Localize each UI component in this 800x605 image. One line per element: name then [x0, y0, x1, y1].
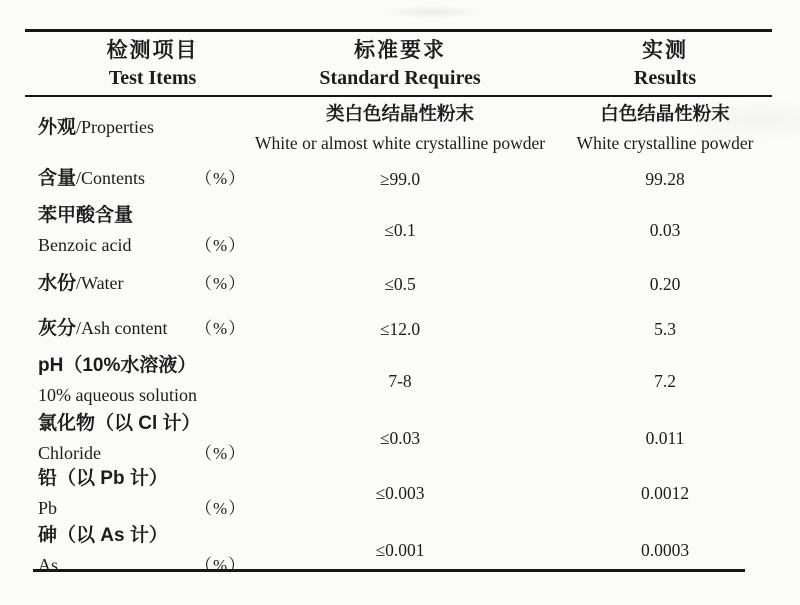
item-name-zh: 铅（以 Pb 计） [38, 468, 168, 489]
standard-cell [280, 351, 520, 411]
item-unit: （%） [195, 169, 247, 188]
item-cell [25, 409, 280, 468]
item-name-zh: pH（10%水溶液） [38, 355, 197, 376]
item-name [38, 113, 280, 143]
result-value: 0.03 [649, 219, 681, 240]
standard-value: ≤0.5 [384, 273, 416, 294]
item-name-en: /Properties [76, 117, 155, 137]
result-value: 0.0012 [640, 483, 690, 503]
standard-cell [280, 464, 520, 523]
table-row-arsenic [25, 521, 772, 575]
item-name-zh: 苯甲酸含量 [38, 204, 134, 226]
item-name-line [38, 164, 280, 194]
result-cell [520, 307, 772, 351]
column-header-test-items [25, 36, 280, 92]
item-cell [25, 199, 280, 261]
item-cell [25, 261, 280, 307]
standard-value-en: White or almost white crystalline powder [254, 133, 546, 153]
column-header-results-zh: 实测 [642, 38, 688, 62]
standard-value: ≥99.0 [379, 168, 421, 189]
standard-value: ≤0.1 [384, 219, 416, 240]
table-row-properties [25, 97, 772, 159]
table-row-contents [25, 159, 772, 199]
item-name-en: 10% aqueous solution [38, 385, 197, 405]
column-header-standard [280, 36, 520, 92]
item-cell [25, 97, 280, 159]
column-header-results-en: Results [633, 66, 697, 89]
item-name-zh: 砷（以 As 计） [38, 525, 168, 546]
item-name-en: Benzoic acid [38, 234, 132, 255]
result-cell [520, 521, 772, 580]
table-header-row [25, 32, 772, 95]
standard-value-zh: 类白色结晶性粉末 [325, 103, 474, 124]
item-name-line2 [38, 551, 280, 580]
result-cell [520, 261, 772, 307]
result-value: 5.3 [654, 318, 676, 339]
item-unit: （%） [195, 556, 247, 575]
item-name-en: As [38, 555, 59, 575]
standard-value: ≤0.001 [375, 540, 425, 560]
item-cell [25, 521, 280, 580]
standard-cell [280, 307, 520, 351]
item-name [38, 269, 195, 299]
item-name-line1 [38, 201, 280, 231]
table-row-ph [25, 351, 772, 409]
item-cell [25, 159, 280, 199]
standard-cell [280, 261, 520, 307]
standard-value: ≤12.0 [379, 318, 421, 339]
standard-cell [254, 97, 546, 159]
item-name [38, 164, 195, 194]
result-value: 7.2 [654, 370, 676, 391]
standard-cell [280, 409, 520, 468]
table-row-benzoic-acid [25, 199, 772, 261]
item-name-zh: 含量 [38, 168, 77, 189]
item-name-zh: 外观 [38, 117, 77, 138]
item-unit: （%） [195, 274, 247, 293]
item-cell [25, 464, 280, 523]
result-cell [520, 199, 772, 261]
standard-cell [280, 199, 520, 261]
table-body [25, 97, 772, 575]
result-value: 0.0003 [640, 540, 690, 560]
result-value-en: White crystalline powder [576, 133, 754, 153]
column-header-test-items-zh: 检测项目 [106, 38, 199, 62]
standard-value: 7-8 [388, 370, 412, 391]
result-cell [520, 409, 772, 468]
item-name-zh: 水份 [38, 273, 77, 294]
item-cell [25, 307, 280, 351]
item-name-en: /Water [76, 273, 124, 293]
column-header-results [520, 36, 772, 92]
item-unit: （%） [195, 499, 247, 518]
item-cell [25, 351, 280, 411]
standard-cell [280, 159, 520, 199]
result-value: 0.20 [649, 273, 681, 294]
table-row-water [25, 261, 772, 307]
item-name-line1 [38, 521, 280, 551]
analysis-table [25, 29, 772, 575]
item-name-en: Chloride [38, 443, 101, 463]
standard-value: ≤0.003 [375, 483, 425, 503]
result-cell [520, 351, 772, 411]
table-row-chloride [25, 409, 772, 464]
result-value: 0.011 [645, 428, 685, 448]
column-header-standard-zh: 标准要求 [354, 38, 446, 62]
column-header-standard-en: Standard Requires [319, 66, 481, 89]
table-row-lead [25, 464, 772, 521]
item-name-line1 [38, 351, 280, 381]
result-cell [520, 97, 772, 159]
item-name-line [38, 269, 280, 299]
item-name-en: /Contents [76, 168, 146, 188]
item-unit: （%） [195, 444, 247, 463]
result-cell [520, 159, 772, 199]
result-value-zh: 白色结晶性粉末 [600, 103, 730, 124]
column-header-test-items-en: Test Items [108, 66, 197, 89]
item-name-line2 [38, 494, 280, 523]
item-name-line2 [38, 381, 280, 411]
item-name-en: Pb [38, 498, 58, 518]
item-unit: （%） [195, 319, 247, 338]
standard-value: ≤0.03 [379, 428, 421, 448]
item-name-line2 [38, 231, 280, 260]
item-name-line1 [38, 464, 280, 494]
item-name [38, 314, 195, 344]
item-name-zh: 氯化物（以 Cl 计） [38, 413, 201, 434]
item-name-en: /Ash content [76, 318, 168, 338]
item-unit: （%） [195, 235, 247, 255]
item-name-zh: 灰分 [38, 318, 77, 339]
table-row-ash-content [25, 307, 772, 351]
item-name-line [38, 314, 280, 344]
item-name-line1 [38, 409, 280, 439]
standard-cell [280, 521, 520, 580]
result-value: 99.28 [645, 168, 685, 189]
result-cell [520, 464, 772, 523]
